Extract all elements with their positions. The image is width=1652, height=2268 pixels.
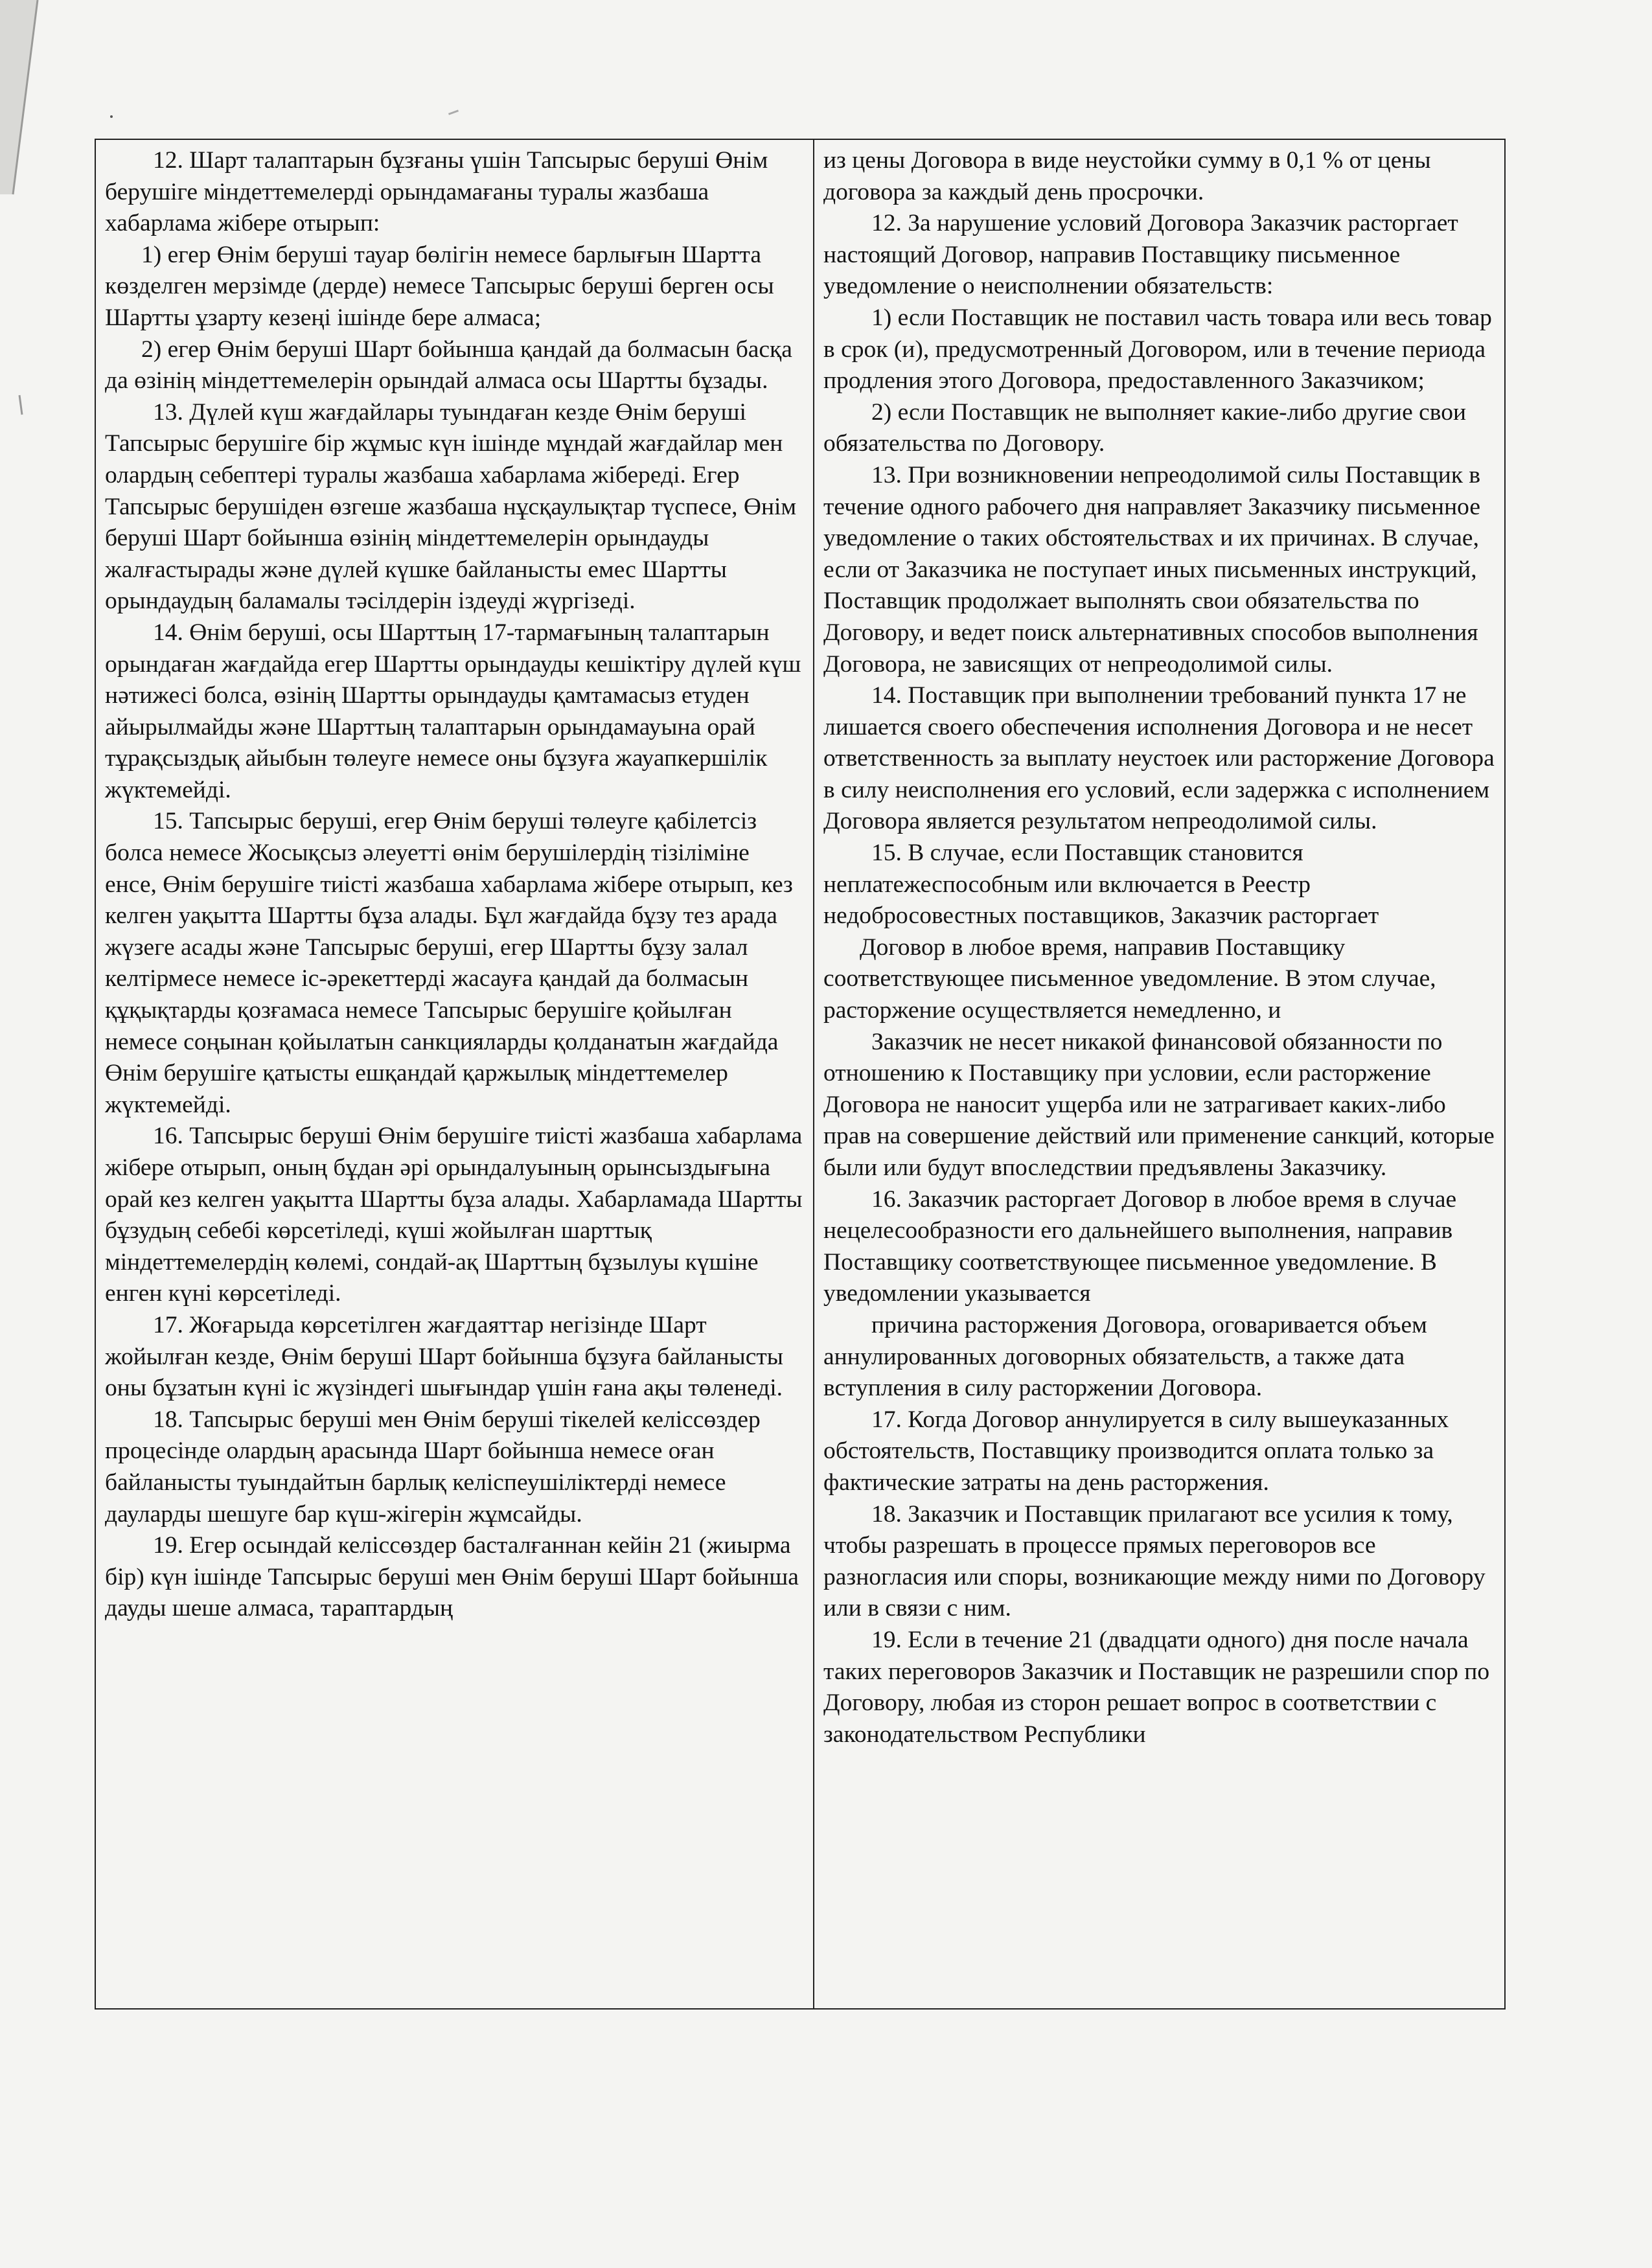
kazakh-column (96, 140, 814, 2008)
clause-12-2-kz: 2) егер Өнім беруші Шарт бойынша қандай да болмасын басқа да өзінің міндеттемелерін орындай алмаса осы Шартты бұзады. (105, 336, 792, 395)
clause-14-ru: 14. Поставщик при выполнении требований пункта 17 не лишается своего обеспечения исполнения Договора и не несет ответственность за выплату неустоек или расторжение Договора в силу неисполнения его условий, если задержка с исполнением Договора является результатом непреодолимой силы. (823, 682, 1495, 835)
scan-fold-mark (0, 0, 97, 2268)
clause-17-kz: 17. Жоғарыда көрсетілген жағдаяттар негізінде Шарт жойылған кезде, Өнім беруші Шарт бойынша бұзуға байланысты оны бұзатын күні іс жүзіндегі шығындар үшін ғана ақы төленеді. (105, 1311, 783, 1402)
russian-column (814, 140, 1504, 2008)
clause-14-kz: 14. Өнім беруші, осы Шарттың 17-тармағының талаптарын орындаған жағдайда егер Шартты орындауды кешіктіру дүлей күш нәтижесі болса, өзінің Шартты орындауды қамтамасыз етуден айырылмайды және Шарттың талаптарын орындамауына орай тұрақсыздық айыбын төлеуге немесе оны бұзуға жауапкершілік жүктемейді. (105, 619, 801, 803)
clause-15-ru: 15. В случае, если Поставщик становится неплатежеспособным или включается в Реестр недобросовестных поставщиков, Заказчик расторгает (823, 840, 1379, 930)
contract-table (95, 139, 1506, 2010)
clause-15-kz: 15. Тапсырыс беруші, егер Өнім беруші төлеуге қабілетсіз болса немесе Жосықсыз әлеуетті өнім берушілердің тізіліміне енсе, Өнім берушіге тиісті жазбаша хабарлама жібере отырып, кез келген уақытта Шартты бұза алады. Бұл жағдайда бұзу тез арада жүзеге асады және Тапсырыс беруші, егер Шартты бұзу залал келтірмесе немесе іс-әрекеттерді жасауға қандай да болмасын құқықтарды қозғамаса немесе Тапсырыс берушіге қойылған немесе соңынан қойылатын санкцияларды қолданатын жағдайда Өнім берушіге қатысты ешқандай қаржылық міндеттемелер жүктемейді. (105, 808, 793, 1118)
clause-13-kz: 13. Дүлей күш жағдайлары туындаған кезде Өнім беруші Тапсырыс берушіге бір жұмыс күн ішінде мұндай жағдайлар мен олардың себептері туралы жазбаша хабарлама жібереді. Егер Тапсырыс берушіден өзгеше жазбаша нұсқаулықтар түспесе, Өнім беруші Шарт бойынша өзінің міндеттемелерін орындауды жалғастырады және дүлей күшке байланысты емес Шартты орындаудың баламалы тәсілдерін іздеуді жүргізеді. (105, 398, 797, 615)
clause-12-kz: 12. Шарт талаптарын бұзғаны үшін Тапсырыс беруші Өнім берушіге міндеттемелерді орындамағаны туралы жазбаша хабарлама жібере отырып: (105, 147, 768, 237)
clause-15-cont-ru: Договор в любое время, направив Поставщику соответствующее письменное уведомление. В этом случае, расторжение осуществляется немедленно, и (823, 934, 1436, 1024)
scan-speck (448, 109, 459, 115)
clause-12-2-ru: 2) если Поставщик не выполняет какие-либо другие свои обязательства по Договору. (823, 398, 1467, 457)
scan-speck (110, 115, 113, 118)
clause-11-end-ru: из цены Договора в виде неустойки сумму в 0,1 % от цены договора за каждый день просрочки. (823, 147, 1431, 205)
clause-16-ru: 16. Заказчик расторгает Договор в любое время в случае нецелесообразности его дальнейшего выполнения, направив Поставщику соответствующее письменное уведомление. В уведомлении указывается (823, 1186, 1457, 1307)
clause-19-ru: 19. Если в течение 21 (двадцати одного) дня после начала таких переговоров Заказчик и Поставщик не разрешили спор по Договору, любая из сторон решает вопрос в соответствии с законодательством Республики (823, 1626, 1490, 1748)
clause-16-cont-ru: причина расторжения Договора, оговаривается объем аннулированных договорных обязательств, а также дата вступления в силу расторжении Договора. (823, 1311, 1427, 1402)
clause-12-1-kz: 1) егер Өнім беруші тауар бөлігін немесе барлығын Шартта көзделген мерзімде (дерде) немесе Тапсырыс беруші берген осы Шартты ұзарту кезеңі ішінде бере алмаса; (105, 241, 774, 331)
clause-12-1-ru: 1) если Поставщик не поставил часть товара или весь товар в срок (и), предусмотренный Договором, или в течение периода продления этого Договора, предоставленного Заказчиком; (823, 304, 1492, 395)
clause-18-kz: 18. Тапсырыс беруші мен Өнім беруші тікелей келіссөздер процесінде олардың арасында Шарт бойынша немесе оған байланысты туындайтын барлық келіспеушіліктерді немесе дауларды шешуге бар күш-жігерін жұмсайды. (105, 1406, 761, 1528)
clause-15-cont2-ru: Заказчик не несет никакой финансовой обязанности по отношению к Поставщику при условии, если расторжение Договора не наносит ущерба или не затрагивает каких-либо прав на совершение действий или применение санкций, которые были или будут впоследствии предъявлены Заказчику. (823, 1028, 1495, 1181)
clause-18-ru: 18. Заказчик и Поставщик прилагают все усилия к тому, чтобы разрешать в процессе прямых переговоров все разногласия или споры, возникающие между ними по Договору или в связи с ним. (823, 1500, 1486, 1622)
clause-16-kz: 16. Тапсырыс беруші Өнім берушіге тиісті жазбаша хабарлама жібере отырып, оның бұдан әрі орындалуының орынсыздығына орай кез келген уақытта Шартты бұза алады. Хабарламада Шартты бұзудың себебі көрсетіледі, күші жойылған шарттық міндеттемелердің көлемі, сондай-ақ Шарттың бұзылуы күшіне енген күні көрсетіледі. (105, 1123, 803, 1307)
clause-19-kz: 19. Егер осындай келіссөздер басталғаннан кейін 21 (жиырма бір) күн ішінде Тапсырыс беруші мен Өнім беруші Шарт бойынша дауды шеше алмаса, тараптардың (105, 1532, 799, 1622)
clause-12-ru: 12. За нарушение условий Договора Заказчик расторгает настоящий Договор, направив Поставщику письменное уведомление о неисполнении обязательств: (823, 210, 1458, 300)
clause-13-ru: 13. При возникновении непреодолимой силы Поставщик в течение одного рабочего дня направляет Заказчику письменное уведомление о таких обстоятельствах и их причинах. В случае, если от Заказчика не поступает иных письменных инструкций, Поставщик продолжает выполнять свои обязательства по Договору, и ведет поиск альтернативных способов выполнения Договора, не зависящих от непреодолимой силы. (823, 461, 1481, 678)
clause-17-ru: 17. Когда Договор аннулируется в силу вышеуказанных обстоятельств, Поставщику производится оплата только за фактические затраты на день расторжения. (823, 1406, 1449, 1496)
